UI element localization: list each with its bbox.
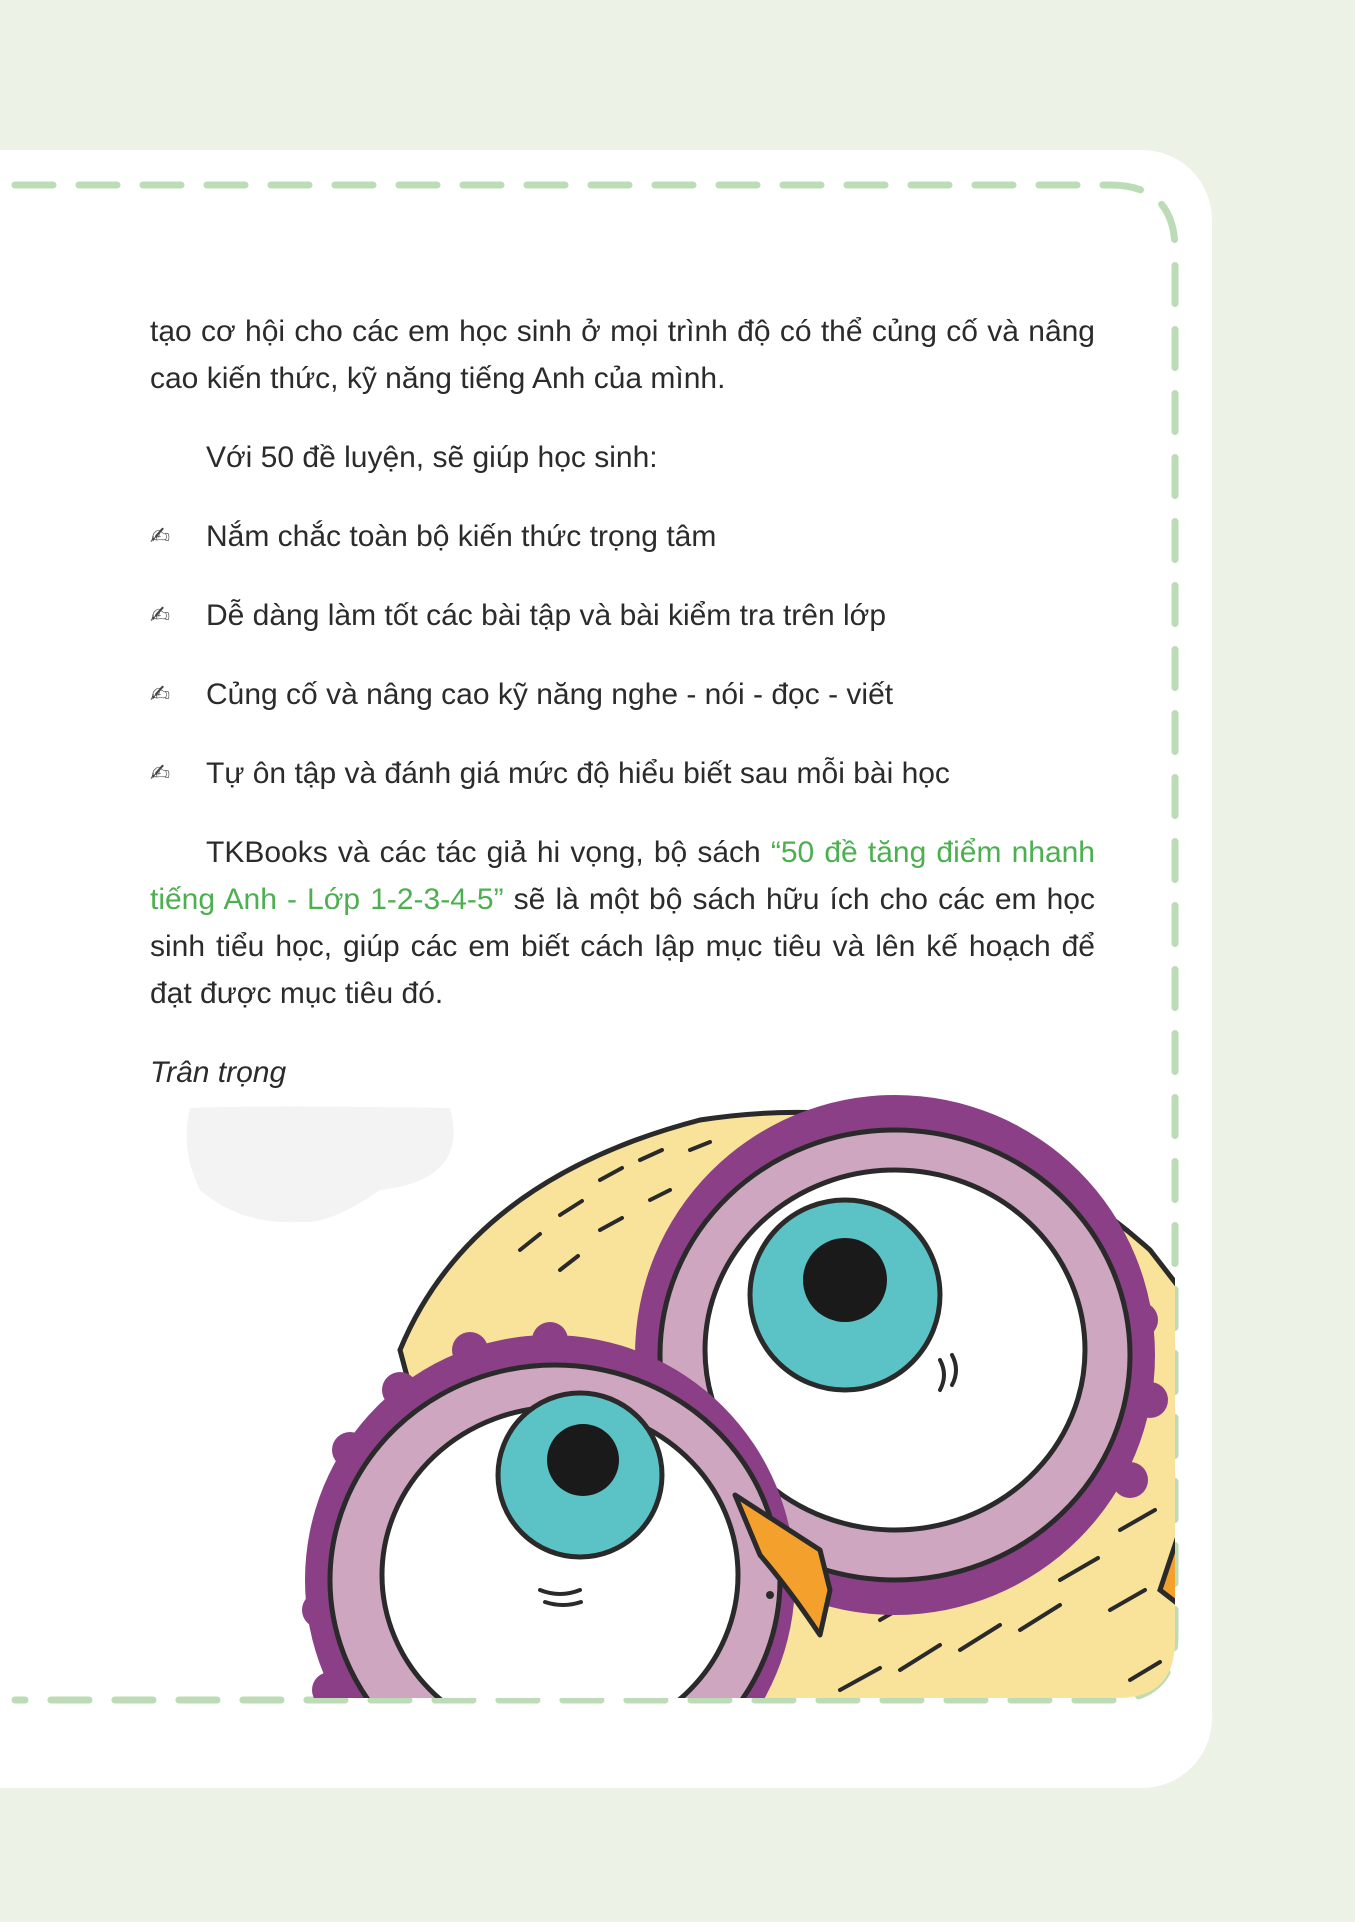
content-card: [0, 150, 1212, 1788]
writing-hand-icon: ✍: [150, 680, 171, 708]
benefit-text: Tự ôn tập và đánh giá mức độ hiểu biết sau mỗi bài học: [206, 757, 950, 790]
closing-text-start: TKBooks và các tác giả hi vọng, bộ sách: [206, 836, 771, 869]
benefit-item: [150, 592, 1095, 639]
owl-right-pupil: [803, 1238, 887, 1322]
paragraph-benefits-lead: Với 50 đề luyện, sẽ giúp học sinh:: [206, 441, 658, 474]
benefit-item: [150, 513, 1095, 560]
benefit-text: Nắm chắc toàn bộ kiến thức trọng tâm: [206, 520, 717, 553]
writing-hand-icon: ✍: [150, 522, 171, 550]
paragraph-intro: tạo cơ hội cho các em học sinh ở mọi trình độ có thể củng cố và nâng cao kiến thức, kỹ năng tiếng Anh của mình.: [150, 315, 1095, 395]
owl-left-pupil: [547, 1424, 619, 1496]
benefit-text: Dễ dàng làm tốt các bài tập và bài kiểm tra trên lớp: [206, 599, 887, 632]
book-title-highlight: “50 đề tăng điểm nhanh tiếng Anh - Lớp 1-2-3-4-5”: [150, 836, 1095, 916]
benefit-text: Củng cố và nâng cao kỹ năng nghe - nói - đọc - viết: [206, 678, 894, 711]
paragraph-closing: [150, 829, 1095, 1017]
benefit-item: [150, 671, 1095, 718]
benefit-item: [150, 750, 1095, 797]
writing-hand-icon: ✍: [150, 601, 171, 629]
writing-hand-icon: ✍: [150, 759, 171, 787]
intro-text: [150, 308, 1095, 1128]
closing-text-end: sẽ là một bộ sách hữu ích cho các em học sinh tiểu học, giúp các em biết cách lập mục tiêu và lên kế hoạch để đạt được mục tiêu đó.: [150, 883, 1095, 1010]
signature: Trân trọng: [150, 1056, 287, 1089]
